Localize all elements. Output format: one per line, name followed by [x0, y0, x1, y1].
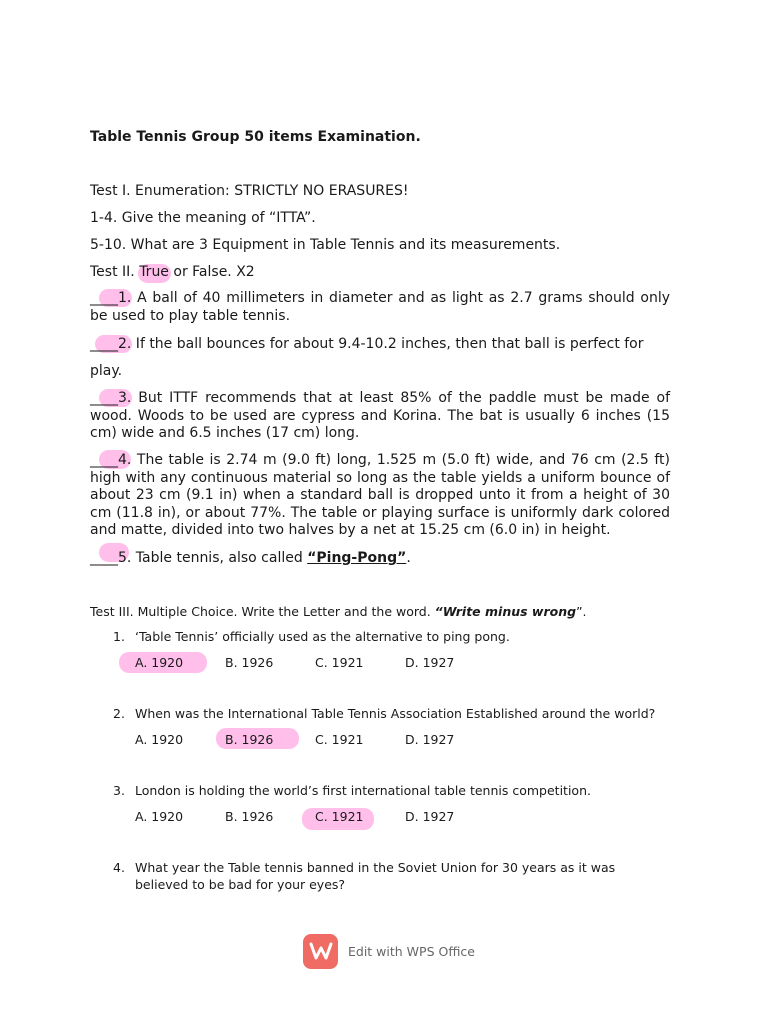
- mc-q4-text-cont: believed to be bad for your eyes?: [135, 877, 346, 892]
- mc-q3-option-d: D. 1927: [405, 809, 455, 824]
- test2-item-4: ____4. The table is 2.74 m (9.0 ft) long, 1.525 m (5.0 ft) wide, and 76 cm (2.5 ft) high with any continuous material so long as the table yields a uniform bounce of about 23 cm (9.1 in) when a standard ball is dropped unto it from a height of 30 cm (11.8 in), or about 77%. The table or playing surface is uniformly dark colored and matte, divided into two halves by a net at 15.25 cm (6.0 in) in height.: [90, 452, 670, 538]
- mc-q1-option-a: A. 1920: [135, 655, 184, 670]
- wps-edit-label[interactable]: Edit with WPS Office: [348, 943, 475, 959]
- mc-q1-option-d: D. 1927: [405, 655, 455, 670]
- mc-q3-option-a: A. 1920: [135, 809, 184, 824]
- test2-item-2: ____2. If the ball bounces for about 9.4-10.2 inches, then that ball is perfect for: [90, 336, 644, 352]
- mc-q2-number: 2.: [113, 706, 125, 721]
- mc-q1-option-c: C. 1921: [315, 655, 364, 670]
- test1-question-2: 5-10. What are 3 Equipment in Table Tennis and its measurements.: [90, 237, 561, 253]
- mc-q4-text: What year the Table tennis banned in the Soviet Union for 30 years as it was: [135, 860, 616, 875]
- mc-q4-number: 4.: [113, 860, 125, 875]
- wps-office-logo-icon: [303, 934, 338, 969]
- mc-q2-option-d: D. 1927: [405, 732, 455, 747]
- wps-footer[interactable]: [303, 933, 475, 969]
- test2-item-5: ____5. Table tennis, also called “Ping-Pong”.: [90, 550, 411, 566]
- mc-q1-text: ‘Table Tennis’ officially used as the alternative to ping pong.: [135, 629, 510, 644]
- test1-heading: Test I. Enumeration: STRICTLY NO ERASURES!: [90, 183, 409, 199]
- test2-item-2-cont: play.: [90, 363, 123, 379]
- exam-title: Table Tennis Group 50 items Examination.: [90, 129, 421, 145]
- mc-q1-option-b: B. 1926: [225, 655, 274, 670]
- test1-question-1: 1-4. Give the meaning of “ITTA”.: [90, 210, 316, 226]
- mc-q3-option-b: B. 1926: [225, 809, 274, 824]
- test2-item-1: ____1. A ball of 40 millimeters in diameter and as light as 2.7 grams should only be used to play table tennis.: [90, 290, 670, 324]
- mc-q2-text: When was the International Table Tennis Association Established around the world?: [135, 706, 656, 721]
- mc-q1-number: 1.: [113, 629, 125, 644]
- mc-q3-option-c: C. 1921: [315, 809, 364, 824]
- test2-item-3: ____3. But ITTF recommends that at least 85% of the paddle must be made of wood. Woods to be used are cypress and Korina. The bat is usually 6 inches (15 cm) wide and 6.5 inches (17 cm) long.: [90, 390, 670, 441]
- mc-q3-text: London is holding the world’s first international table tennis competition.: [135, 783, 591, 798]
- test2-heading: Test II. True or False. X2: [90, 264, 255, 280]
- test3-heading: Test III. Multiple Choice. Write the Letter and the word. “Write minus wrong”.: [90, 604, 587, 619]
- mc-q2-option-b: B. 1926: [225, 732, 274, 747]
- mc-q2-option-c: C. 1921: [315, 732, 364, 747]
- mc-q3-number: 3.: [113, 783, 125, 798]
- mc-q2-option-a: A. 1920: [135, 732, 184, 747]
